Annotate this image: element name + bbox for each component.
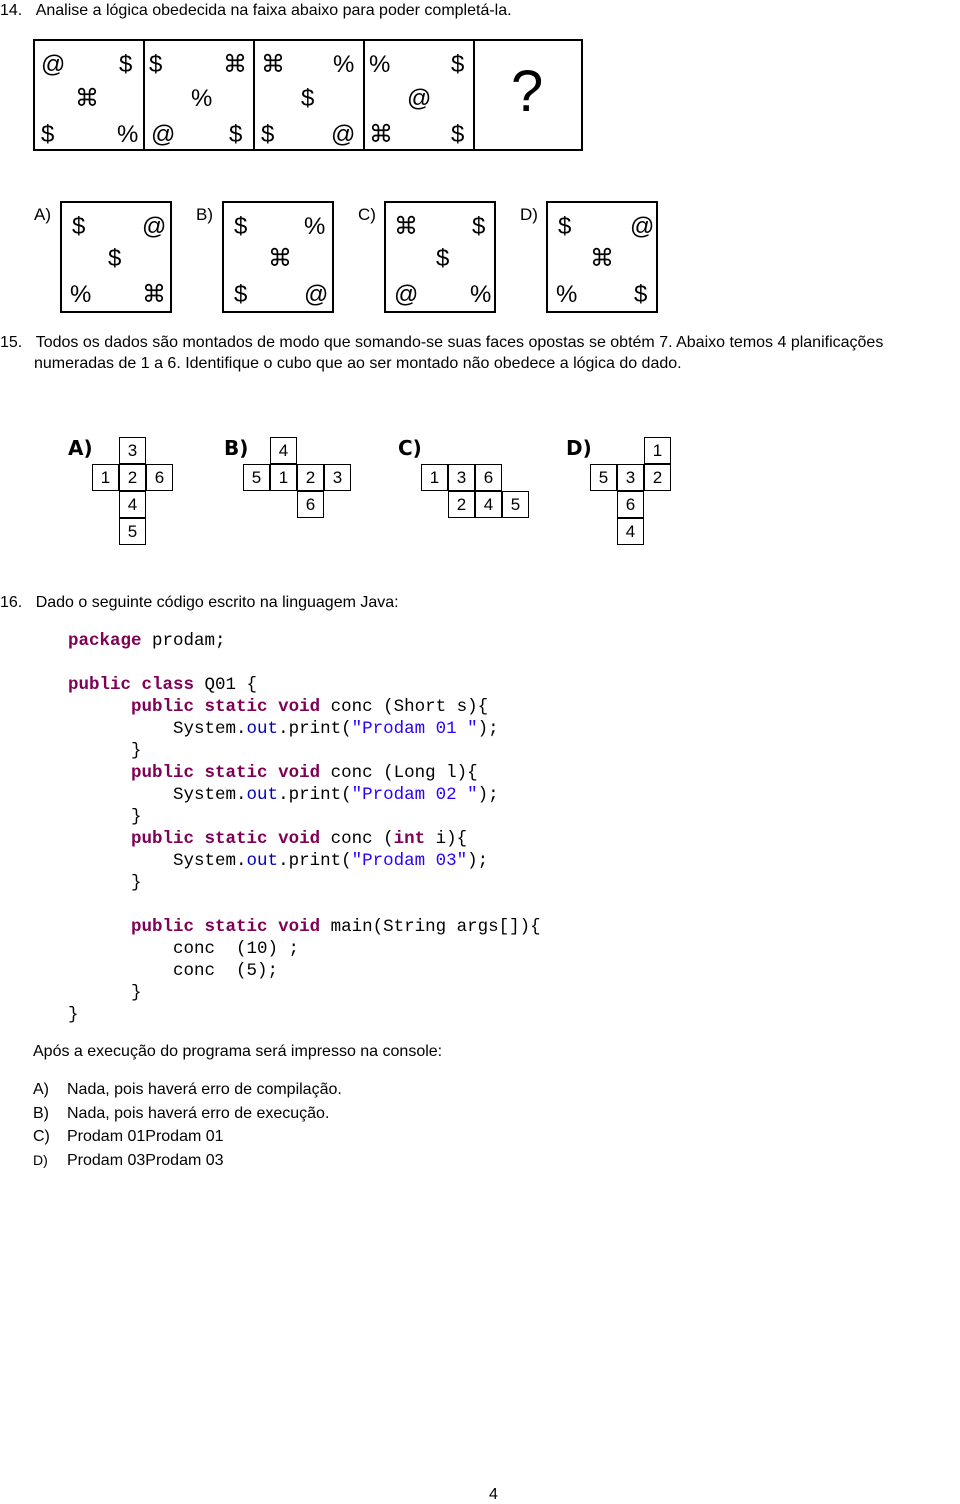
net-cell: 3 xyxy=(617,464,644,491)
sequence-symbol: $ xyxy=(229,121,243,148)
sequence-symbol: % xyxy=(333,51,355,78)
code-token xyxy=(268,697,279,717)
code-token: void xyxy=(278,763,321,783)
sequence-symbol: @ xyxy=(151,121,176,148)
q15-number: 15. xyxy=(0,334,23,351)
option-box[interactable] xyxy=(60,201,172,313)
q16-text: Dado o seguinte código escrito na linguagem Java: xyxy=(35,594,399,611)
net-label: D) xyxy=(566,436,592,460)
option-symbol: $ xyxy=(108,245,122,272)
code-token: void xyxy=(278,697,321,717)
code-token: ); xyxy=(477,719,499,739)
code-token: "Prodam 03" xyxy=(351,851,468,871)
code-token xyxy=(194,917,205,937)
q16-heading xyxy=(0,592,399,613)
code-line xyxy=(68,675,257,695)
option-symbol: ⌘ xyxy=(590,245,614,272)
code-token: static xyxy=(204,917,268,937)
net-cell: 2 xyxy=(644,464,671,491)
sequence-symbol: ⌘ xyxy=(75,85,99,112)
code-token: conc (5); xyxy=(173,961,279,981)
code-line xyxy=(68,939,299,959)
net-cell: 1 xyxy=(92,464,119,491)
net-cell: 5 xyxy=(590,464,617,491)
page-number: 4 xyxy=(489,1486,498,1503)
sequence-symbol: $ xyxy=(451,121,465,148)
code-line xyxy=(68,829,467,849)
code-line xyxy=(68,961,278,981)
java-code xyxy=(68,630,541,1026)
option-symbol: % xyxy=(304,213,326,240)
net-label: A) xyxy=(68,436,93,460)
code-token: package xyxy=(68,631,142,651)
net-cell: 4 xyxy=(119,491,146,518)
code-token: static xyxy=(204,829,268,849)
option-box[interactable] xyxy=(546,201,658,313)
code-token xyxy=(194,829,205,849)
code-token: conc (10) ; xyxy=(173,939,300,959)
code-line xyxy=(68,763,478,783)
code-token: public xyxy=(131,917,195,937)
net-cell: 4 xyxy=(475,491,502,518)
option-symbol: @ xyxy=(142,213,167,240)
answer-letter: C) xyxy=(33,1128,50,1145)
net-cell: 2 xyxy=(297,464,324,491)
option-label: B) xyxy=(196,205,213,224)
code-token: } xyxy=(131,741,142,761)
code-token xyxy=(194,697,205,717)
code-token: public xyxy=(131,829,195,849)
answer-letter: D) xyxy=(33,1152,48,1168)
code-token: ); xyxy=(477,785,499,805)
code-line xyxy=(68,873,142,893)
code-line xyxy=(68,719,499,739)
sequence-cell xyxy=(253,39,365,151)
option-symbol: % xyxy=(556,281,578,308)
code-line xyxy=(68,697,488,717)
option-symbol: $ xyxy=(436,245,450,272)
code-line xyxy=(68,983,142,1003)
code-token: int xyxy=(393,829,426,849)
net-cell: 5 xyxy=(502,491,529,518)
code-token: i){ xyxy=(425,829,468,849)
answer-option[interactable]: Nada, pois haverá erro de execução. xyxy=(67,1105,330,1122)
code-token: } xyxy=(131,873,142,893)
answer-letter: B) xyxy=(33,1105,49,1122)
q15-line2: numeradas de 1 a 6. Identifique o cubo que ao ser montado não obedece a lógica do dado. xyxy=(34,355,682,372)
code-token xyxy=(194,763,205,783)
code-token: .print( xyxy=(278,851,352,871)
code-token: .print( xyxy=(278,785,352,805)
q14-number: 14. xyxy=(0,2,23,19)
sequence-cell xyxy=(363,39,475,151)
net-cell: 5 xyxy=(243,464,270,491)
sequence-symbol: @ xyxy=(407,85,432,112)
net-label: B) xyxy=(224,436,249,460)
net-cell: 6 xyxy=(475,464,502,491)
sequence-symbol: $ xyxy=(41,121,55,148)
sequence-symbol: $ xyxy=(301,85,315,112)
net-cell: 3 xyxy=(324,464,351,491)
net-cell: 1 xyxy=(421,464,448,491)
net-cell: 2 xyxy=(448,491,475,518)
code-token: main(String args[]){ xyxy=(320,917,541,937)
code-token: class xyxy=(141,675,195,695)
code-token: .print( xyxy=(278,719,352,739)
net-cell: 6 xyxy=(617,491,644,518)
code-line xyxy=(68,851,488,871)
option-symbol: % xyxy=(70,281,92,308)
code-line xyxy=(68,785,499,805)
sequence-symbol: $ xyxy=(261,121,275,148)
option-label: D) xyxy=(520,205,538,224)
code-token: out xyxy=(246,851,279,871)
option-symbol: $ xyxy=(234,213,248,240)
option-symbol: $ xyxy=(472,213,486,240)
question-mark: ? xyxy=(511,59,544,124)
option-symbol: ⌘ xyxy=(394,213,418,240)
code-token: ); xyxy=(467,851,489,871)
code-token xyxy=(268,763,279,783)
sequence-symbol: ⌘ xyxy=(261,51,285,78)
sequence-symbol: $ xyxy=(451,51,465,78)
net-cell: 3 xyxy=(119,437,146,464)
sequence-symbol: ⌘ xyxy=(369,121,393,148)
sequence-symbol: % xyxy=(369,51,391,78)
sequence-cell xyxy=(33,39,145,151)
code-token: conc ( xyxy=(320,829,394,849)
code-token: Q01 { xyxy=(194,675,258,695)
answer-option[interactable]: Prodam 03Prodam 03 xyxy=(67,1152,224,1169)
q16-number: 16. xyxy=(0,594,23,611)
sequence-symbol: @ xyxy=(41,51,66,78)
code-token: "Prodam 01 " xyxy=(351,719,478,739)
net-cell: 6 xyxy=(297,491,324,518)
option-label: C) xyxy=(358,205,376,224)
answer-option[interactable]: Prodam 01Prodam 01 xyxy=(67,1128,224,1145)
code-line xyxy=(68,1005,79,1025)
code-token: } xyxy=(131,983,142,1003)
net-cell: 4 xyxy=(617,518,644,545)
option-symbol: @ xyxy=(630,213,655,240)
net-cell: 3 xyxy=(448,464,475,491)
option-label: A) xyxy=(34,205,51,224)
code-line xyxy=(68,631,226,651)
option-symbol: $ xyxy=(558,213,572,240)
net-cell: 6 xyxy=(146,464,173,491)
code-token: } xyxy=(131,807,142,827)
code-token: System. xyxy=(173,785,247,805)
q16-after-text: Após a execução do programa será impresso na console: xyxy=(33,1043,443,1060)
code-token: public xyxy=(131,697,195,717)
net-cell: 2 xyxy=(119,464,146,491)
code-token: conc (Short s){ xyxy=(320,697,489,717)
net-cell: 5 xyxy=(119,518,146,545)
net-label: C) xyxy=(398,436,422,460)
q14-text: Analise a lógica obedecida na faixa abaixo para poder completá-la. xyxy=(35,2,512,19)
option-symbol: $ xyxy=(234,281,248,308)
sequence-cell xyxy=(143,39,255,151)
net-cell: 1 xyxy=(270,464,297,491)
q15-line1: Todos os dados são montados de modo que somando-se suas faces opostas se obtém 7. Abaixo temos 4 planificações xyxy=(35,334,884,351)
code-token: void xyxy=(278,917,321,937)
q14-heading xyxy=(0,0,512,21)
sequence-symbol: $ xyxy=(149,51,163,78)
net-cell: 4 xyxy=(270,437,297,464)
option-symbol: ⌘ xyxy=(268,245,292,272)
code-line xyxy=(68,917,541,937)
code-token: out xyxy=(246,719,279,739)
option-symbol: ⌘ xyxy=(142,281,166,308)
code-token: "Prodam 02 " xyxy=(351,785,478,805)
code-token: out xyxy=(246,785,279,805)
code-token xyxy=(131,675,142,695)
code-token: static xyxy=(204,763,268,783)
sequence-symbol: @ xyxy=(331,121,356,148)
code-token: System. xyxy=(173,719,247,739)
option-symbol: $ xyxy=(634,281,648,308)
code-token xyxy=(268,917,279,937)
sequence-symbol: % xyxy=(191,85,213,112)
option-box[interactable] xyxy=(222,201,334,313)
code-token: static xyxy=(204,697,268,717)
code-token xyxy=(268,829,279,849)
option-box[interactable] xyxy=(384,201,496,313)
sequence-symbol: $ xyxy=(119,51,133,78)
code-token: public xyxy=(131,763,195,783)
option-symbol: @ xyxy=(304,281,329,308)
option-symbol: % xyxy=(470,281,492,308)
code-line xyxy=(68,807,142,827)
answer-letter: A) xyxy=(33,1081,49,1098)
net-cell: 1 xyxy=(644,437,671,464)
code-token: prodam; xyxy=(141,631,226,651)
sequence-strip xyxy=(33,39,583,151)
sequence-symbol: % xyxy=(117,121,139,148)
code-token: } xyxy=(68,1005,79,1025)
answer-option[interactable]: Nada, pois haverá erro de compilação. xyxy=(67,1081,342,1098)
code-token: System. xyxy=(173,851,247,871)
code-token: public xyxy=(68,675,132,695)
code-token: conc (Long l){ xyxy=(320,763,478,783)
option-symbol: $ xyxy=(72,213,86,240)
option-symbol: @ xyxy=(394,281,419,308)
code-line xyxy=(68,741,142,761)
code-token: void xyxy=(278,829,321,849)
q15-heading xyxy=(0,332,883,353)
sequence-symbol: ⌘ xyxy=(223,51,247,78)
